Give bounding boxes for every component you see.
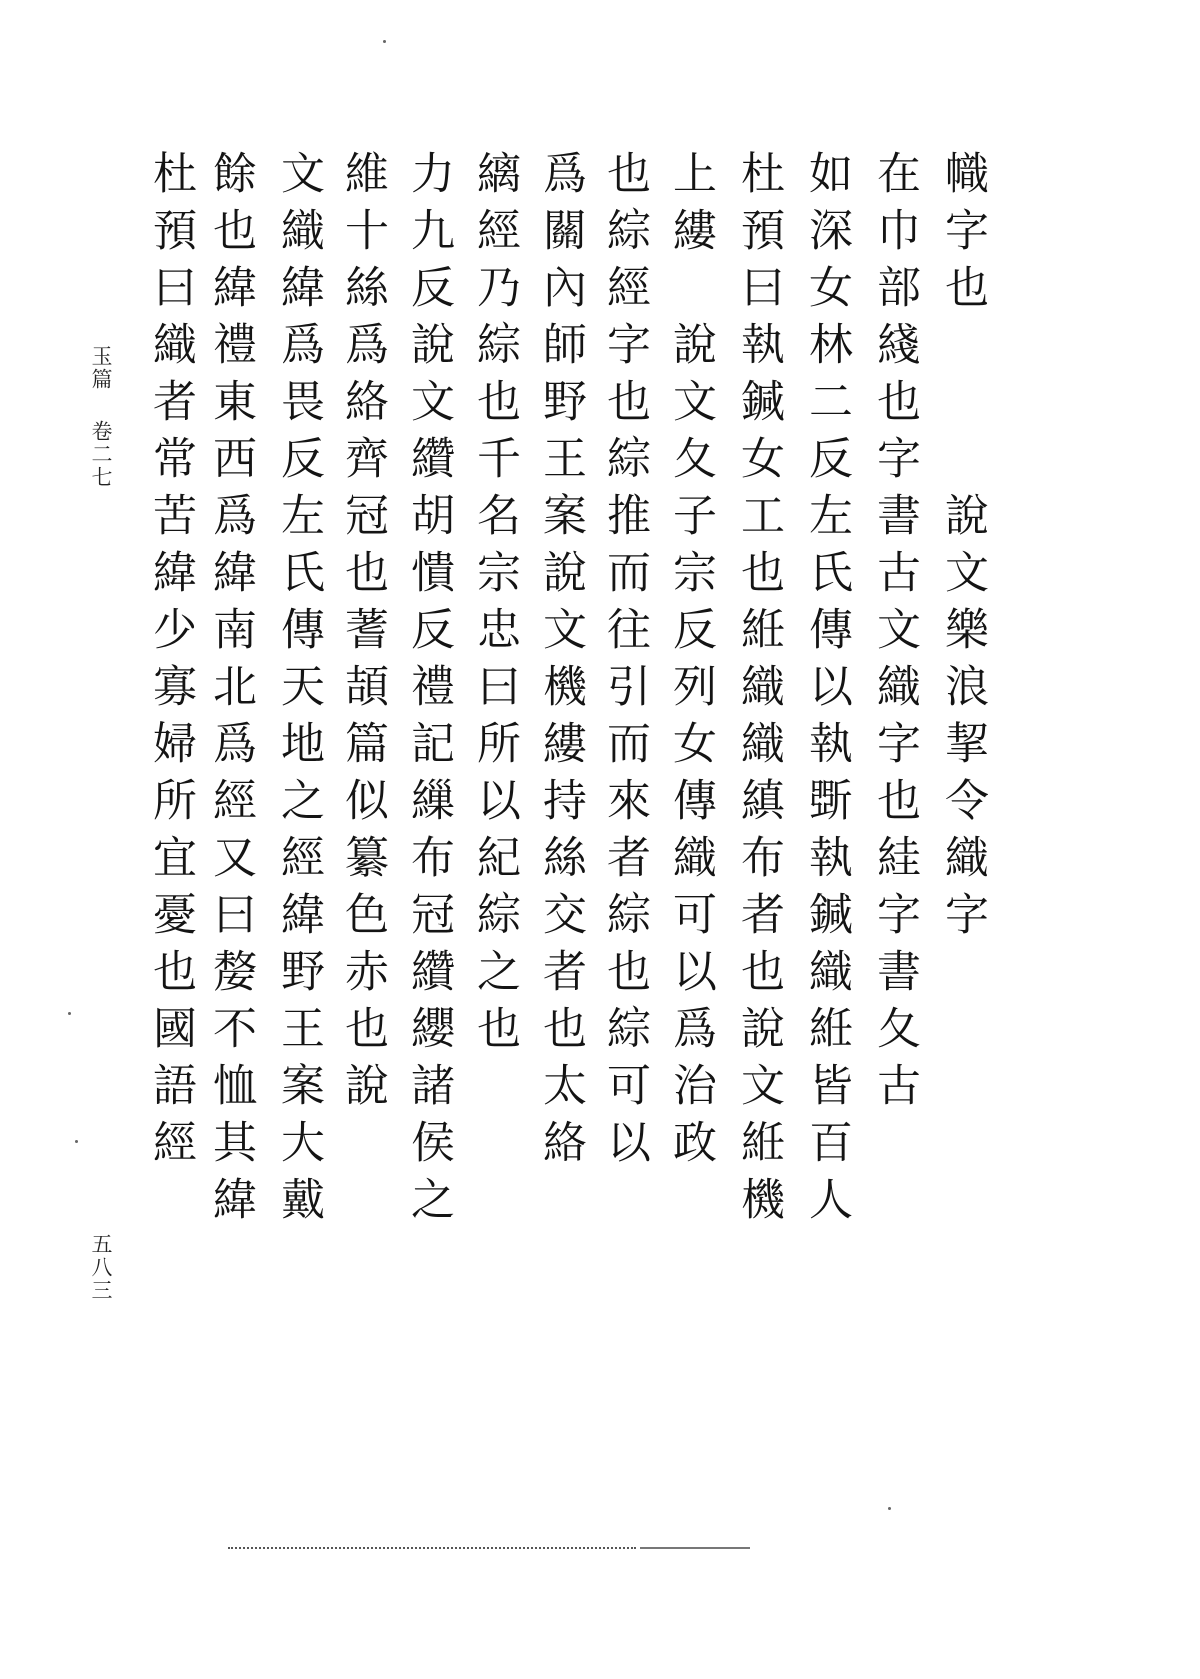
text-column: 維十絲爲絡齊冠也蓍頡篇似纂色赤也說 <box>337 150 388 1119</box>
text-column: 如深女林二反左氏傳以執斲執鍼織絍皆百人 <box>801 150 852 1233</box>
scan-speck <box>68 1012 71 1015</box>
text-column: 杜預曰織者常苦緯少寡婦所宜憂也國語經 <box>145 150 196 1176</box>
volume-label: 卷二七 <box>89 420 113 489</box>
text-column: 也綜經字也綜推而往引而來者綜也綜可以 <box>599 150 650 1176</box>
text-column: 縭經乃綜也千名宗忠曰所以紀綜之也 <box>469 150 520 1062</box>
text-column: 力九反說文纘胡憒反禮記繅布冠纘纓諸侯之 <box>403 150 454 1233</box>
text-column: 上縷 說文夂子宗反列女傳織可以爲治政 <box>665 150 716 1176</box>
scan-speck <box>75 1140 78 1143</box>
scan-speck <box>888 1507 891 1510</box>
bottom-rule <box>228 1547 636 1549</box>
book-title: 玉篇 <box>89 345 113 391</box>
bottom-rule-solid <box>640 1547 750 1549</box>
text-column: 餘也緯禮東西爲緯南北爲經又曰嫠不恤其緯 <box>205 150 256 1233</box>
text-column: 在巾部綫也字書古文織字也絓字書夂古 <box>869 150 920 1119</box>
text-column: 幟字也 說文樂浪挈令織字 <box>937 150 988 948</box>
text-column: 爲關內師野王案說文機縷持絲交者也太絡 <box>535 150 586 1176</box>
text-column: 文織緯爲畏反左氏傳天地之經緯野王案大戴 <box>273 150 324 1233</box>
page-number: 五八三 <box>89 1233 113 1302</box>
scan-speck <box>383 40 386 43</box>
text-column: 杜預曰執鍼女工也絍織織縝布者也說文絍機 <box>733 150 784 1233</box>
